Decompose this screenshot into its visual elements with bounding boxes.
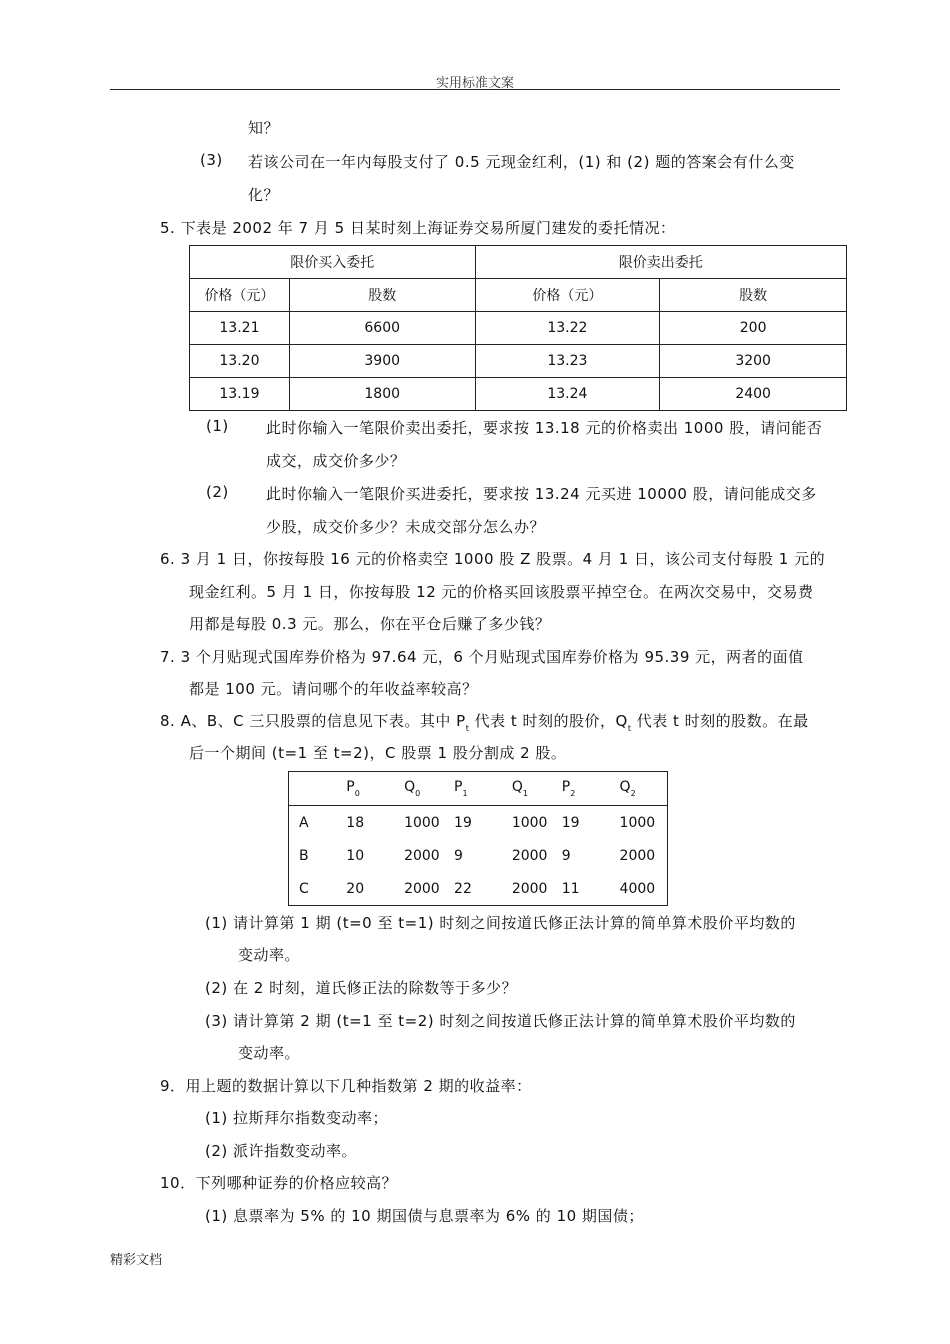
header-letter: Q <box>619 779 631 795</box>
text-line: (2) 在 2 时刻，道氏修正法的除数等于多少？ <box>205 979 518 997</box>
text-line: 后一个期间 (t=1 至 t=2)，C 股票 1 股分割成 2 股。 <box>189 744 567 762</box>
table-cell: 19 <box>454 814 472 831</box>
sell-shares: 200 <box>660 312 847 345</box>
header-subscript: 0 <box>415 789 421 798</box>
text-fragment: 代表 t 时刻的股价，Q <box>469 712 628 730</box>
text-line: 变动率。 <box>238 1044 301 1062</box>
table-cell: 2000 <box>404 847 440 864</box>
buy-shares: 1800 <box>289 378 475 411</box>
col-header <box>394 772 444 806</box>
question-7: 7. 3 个月贴现式国库券价格为 97.64 元，6 个月贴现式国库券价格为 95.39 元，两者的面值 <box>160 648 804 666</box>
col-header <box>502 772 552 806</box>
table-row <box>190 378 847 411</box>
table-cell: 10 <box>346 847 365 864</box>
sell-price: 13.22 <box>475 312 660 345</box>
text-line: (3) 请计算第 2 期 (t=1 至 t=2) 时刻之间按道氏修正法计算的简单算术股价平均数的 <box>205 1012 796 1030</box>
item-number: (1) <box>206 417 229 435</box>
header-subscript: 2 <box>570 789 576 798</box>
header-subscript: 2 <box>630 789 636 798</box>
buy-price: 13.19 <box>190 378 290 411</box>
text-line: 此时你输入一笔限价买进委托，要求按 13.24 元买进 10000 股，请问能成交多 <box>266 485 817 503</box>
table-cell: 1000 <box>404 814 440 831</box>
buy-shares: 6600 <box>289 312 475 345</box>
subscript: t <box>627 724 632 733</box>
question-10: 10．下列哪种证券的价格应较高？ <box>160 1174 398 1192</box>
sell-shares: 3200 <box>660 345 847 378</box>
stock-name: B <box>299 847 309 864</box>
text-line: (1) 拉斯拜尔指数变动率； <box>205 1109 389 1127</box>
text-line: 现金红利。5 月 1 日，你按每股 12 元的价格买回该股票平掉空仓。在两次交易中，交易费 <box>189 583 814 601</box>
text-line: 少股，成交价多少？未成交部分怎么办？ <box>266 518 546 536</box>
header-subscript: 0 <box>354 789 360 798</box>
header-divider <box>110 89 840 90</box>
text-line: 成交，成交价多少？ <box>266 452 406 470</box>
header-letter: Q <box>404 779 416 795</box>
table-cell: 2000 <box>619 847 656 864</box>
text-line: 化？ <box>248 186 280 204</box>
text-line: 知？ <box>248 119 280 137</box>
col-header-price: 价格（元） <box>475 279 660 312</box>
page-footer: 精彩文档 <box>110 1253 163 1268</box>
stock-name: C <box>299 880 309 897</box>
col-header <box>336 772 394 806</box>
text-line: 若该公司在一年内每股支付了 0.5 元现金红利，(1) 和 (2) 题的答案会有什么变 <box>248 153 795 171</box>
table-row <box>289 872 668 906</box>
item-number: (3) <box>200 151 223 169</box>
col-header <box>552 772 610 806</box>
table-cell: 9 <box>454 847 463 864</box>
sell-price: 13.23 <box>475 345 660 378</box>
header-subscript: 1 <box>462 789 468 798</box>
sell-shares: 2400 <box>660 378 847 411</box>
table-row <box>190 345 847 378</box>
table-cell: 1000 <box>511 814 548 831</box>
stock-table <box>288 771 668 906</box>
table-cell: 9 <box>561 847 571 864</box>
header-letter: P <box>561 779 571 795</box>
question-5: 5. 下表是 2002 年 7 月 5 日某时刻上海证券交易所厦门建发的委托情况： <box>160 219 676 237</box>
table-cell: 11 <box>561 880 580 897</box>
question-8 <box>160 710 809 733</box>
buy-price: 13.20 <box>190 345 290 378</box>
col-header-shares: 股数 <box>660 279 847 312</box>
page-header: 实用标准文案 <box>435 76 514 91</box>
header-letter: Q <box>511 779 523 795</box>
col-header-price: 价格（元） <box>190 279 290 312</box>
text-line: (2) 派许指数变动率。 <box>205 1142 358 1160</box>
order-table <box>189 245 847 411</box>
buy-shares: 3900 <box>289 345 475 378</box>
header-subscript: 1 <box>522 789 528 798</box>
text-fragment: 8. A、B、C 三只股票的信息见下表。其中 P <box>160 712 466 730</box>
buy-price: 13.21 <box>190 312 290 345</box>
text-line: 变动率。 <box>238 946 301 964</box>
table-cell: 20 <box>346 880 365 897</box>
buy-orders-header: 限价买入委托 <box>190 246 476 279</box>
table-row <box>289 806 668 840</box>
table-row <box>289 839 668 872</box>
table-cell: 2000 <box>404 880 440 897</box>
table-cell: 1000 <box>619 814 656 831</box>
table-cell: 19 <box>561 814 580 831</box>
text-line: (1) 请计算第 1 期 (t=0 至 t=1) 时刻之间按道氏修正法计算的简单算术股价平均数的 <box>205 914 796 932</box>
subscript: t <box>465 724 470 733</box>
stock-name: A <box>299 814 309 831</box>
table-cell: 18 <box>346 814 365 831</box>
sell-orders-header: 限价卖出委托 <box>475 246 846 279</box>
text-fragment: 代表 t 时刻的股数。在最 <box>631 712 809 730</box>
item-number: (2) <box>206 483 229 501</box>
col-header-shares: 股数 <box>289 279 475 312</box>
text-line: 此时你输入一笔限价卖出委托，要求按 13.18 元的价格卖出 1000 股，请问能否 <box>266 419 823 437</box>
corner-cell <box>289 772 337 806</box>
text-line: 用都是每股 0.3 元。那么，你在平仓后赚了多少钱？ <box>189 615 551 633</box>
header-letter: P <box>454 779 463 795</box>
col-header <box>444 772 502 806</box>
table-row <box>190 312 847 345</box>
header-letter: P <box>346 779 355 795</box>
table-cell: 22 <box>454 880 472 897</box>
sell-price: 13.24 <box>475 378 660 411</box>
text-line: 都是 100 元。请问哪个的年收益率较高？ <box>189 680 478 698</box>
table-cell: 4000 <box>619 880 656 897</box>
question-9: 9．用上题的数据计算以下几种指数第 2 期的收益率： <box>160 1077 532 1095</box>
table-cell: 2000 <box>511 847 548 864</box>
table-cell: 2000 <box>511 880 548 897</box>
text-line: (1) 息票率为 5% 的 10 期国债与息票率为 6% 的 10 期国债； <box>205 1207 644 1225</box>
col-header <box>610 772 668 806</box>
question-6: 6. 3 月 1 日，你按每股 16 元的价格卖空 1000 股 Z 股票。4 月 1 日，该公司支付每股 1 元的 <box>160 550 826 568</box>
